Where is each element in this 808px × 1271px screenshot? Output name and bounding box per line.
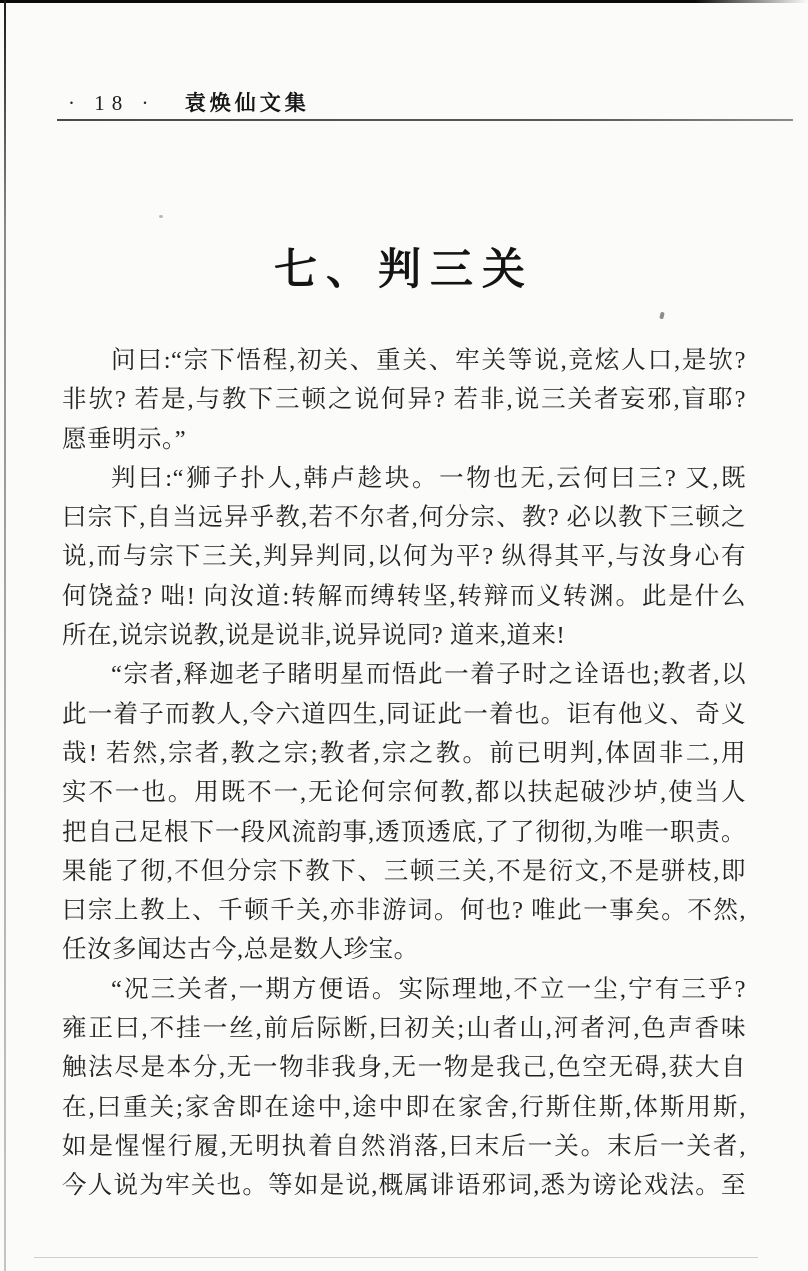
text-line: 实不一也。用既不一,无论何宗何教,都以扶起破沙垆,使当人: [62, 779, 746, 807]
scan-speck: [659, 312, 665, 320]
running-header: [68, 90, 788, 116]
text-line: 哉! 若然,宗者,教之宗;教者,宗之教。前已明判,体固非二,用: [62, 739, 746, 767]
text-line: 非欤? 若是,与教下三顿之说何异? 若非,说三关者妄邪,盲耶?: [62, 386, 746, 414]
text-line: 何饶益? 咄! 向汝道:转解而缚转坚,转辩而义转渊。此是什么: [62, 582, 746, 610]
text-line: 曰宗下,自当远异乎教,若不尔者,何分宗、教? 必以教下三顿之: [62, 504, 746, 532]
book-title: 袁焕仙文集: [184, 91, 310, 115]
text-line: 触法尽是本分,无一物非我身,无一物是我己,色空无碍,获大自: [62, 1054, 746, 1082]
header-rule: [57, 119, 793, 121]
text-line: 把自己足根下一段风流韵事,透顶透底,了了彻彻,为唯一职责。: [62, 818, 746, 846]
scan-left-edge-line: [4, 0, 6, 1271]
text-line: 任汝多闻达古今,总是数人珍宝。: [62, 936, 419, 964]
text-line: 所在,说宗说教,说是说非,说异说同? 道来,道来!: [62, 622, 566, 650]
text-line: 果能了彻,不但分宗下教下、三顿三关,不是衍文,不是骈枝,即: [62, 857, 746, 885]
page-number: · 18 ·: [68, 91, 156, 115]
text-line: 曰宗上教上、千顿千关,亦非游词。何也? 唯此一事矣。不然,: [62, 897, 746, 925]
body-text: [62, 341, 746, 1206]
text-line: 在,曰重关;家舍即在途中,途中即在家舍,行斯住斯,体斯用斯,: [62, 1093, 746, 1121]
text-line: 愿垂明示。”: [62, 425, 187, 453]
text-line: 判曰:“狮子扑人,韩卢趁块。一物也无,云何曰三? 又,既: [111, 464, 746, 492]
text-line: 如是惺惺行履,无明执着自然消落,曰末后一关。末后一关者,: [62, 1132, 746, 1160]
chapter-title: 七、判三关: [274, 246, 534, 294]
scan-speck: [159, 215, 163, 218]
text-line: “宗者,释迦老子睹明星而悟此一着子时之诠语也;教者,以: [111, 661, 746, 689]
text-line: 说,而与宗下三关,判异判同,以何为平? 纵得其平,与汝身心有: [62, 543, 746, 571]
text-line: 雍正曰,不挂一丝,前后际断,曰初关;山者山,河者河,色声香味: [62, 1015, 746, 1043]
scan-bottom-edge-line: [34, 1257, 758, 1258]
scan-top-edge-line: [0, 0, 808, 3]
text-line: 此一着子而教人,令六道四生,同证此一着也。讵有他义、奇义: [62, 700, 746, 728]
text-line: “况三关者,一期方便语。实际理地,不立一尘,宁有三乎?: [111, 975, 746, 1003]
text-line: 问曰:“宗下悟程,初关、重关、牢关等说,竞炫人口,是欤?: [111, 347, 746, 374]
text-line: 今人说为牢关也。等如是说,概属诽语邪词,悉为谤论戏法。至: [62, 1172, 746, 1200]
